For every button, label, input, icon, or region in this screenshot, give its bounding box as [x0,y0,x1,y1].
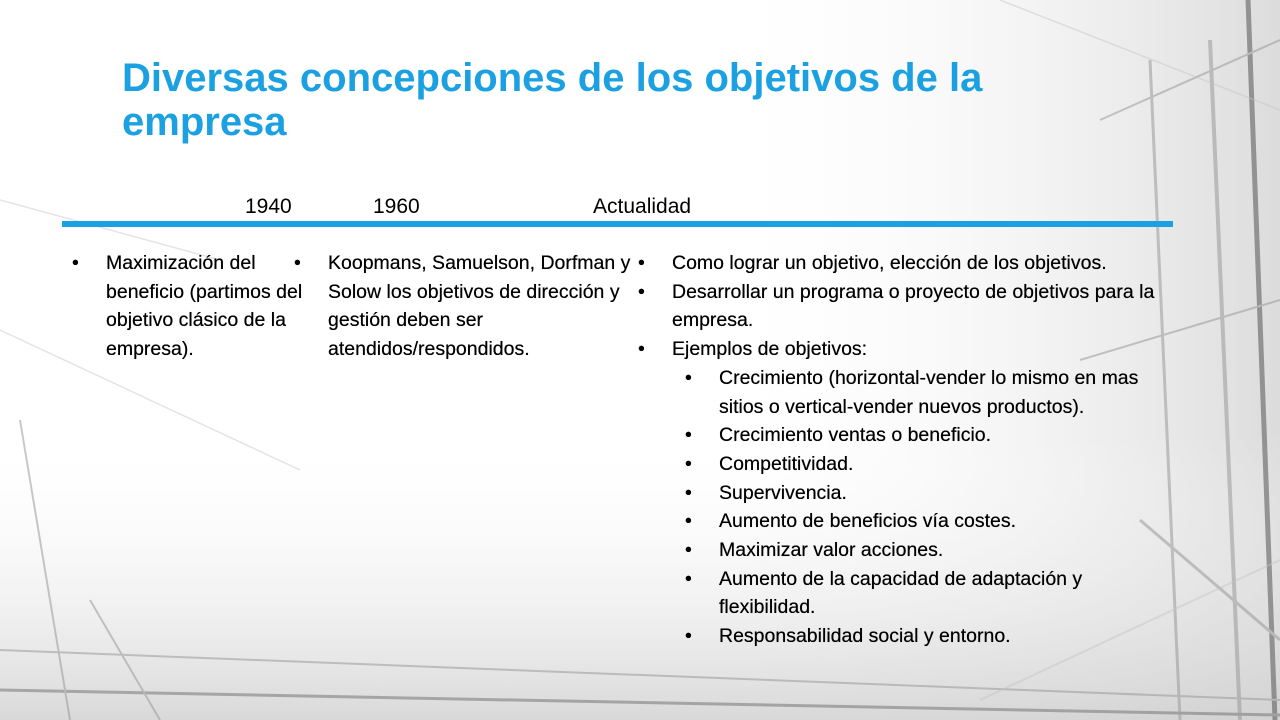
bullet-icon: • [685,424,692,447]
sub-list-item-text: Maximizar valor acciones. [719,539,944,562]
bullet-icon: • [685,481,692,504]
sub-list-item-text: Competitividad. [719,452,854,475]
sub-list-item-text: Aumento de beneficios vía costes. [719,510,1017,533]
list-item [72,249,317,364]
bullet-list [294,249,644,364]
bullet-icon: • [685,567,692,590]
column-actualidad [638,249,1163,651]
bullet-icon: • [638,338,645,361]
sub-list-item-text: Crecimiento ventas o beneficio. [719,424,992,447]
list-item-text: Desarrollar un programa o proyecto de objetivos para la empresa. [672,280,1155,332]
list-item [638,278,1163,335]
list-item-text: Koopmans, Samuelson, Dorfman y Solow los objetivos de dirección y gestión deben ser atendidos/respondidos. [328,252,631,361]
bullet-icon: • [294,252,301,274]
list-item-text: Como lograr un objetivo, elección de los objetivos. [672,252,1107,274]
bullet-icon: • [685,452,692,475]
bullet-icon: • [685,366,692,389]
column-1940 [72,249,317,364]
column-1960 [294,249,644,364]
bullet-icon: • [685,625,692,648]
bullet-list [638,249,1163,364]
bullet-list [72,249,317,364]
sub-list-item [685,364,1163,421]
sub-list-item-text: Supervivencia. [719,481,847,504]
sub-list-item-text: Responsabilidad social y entorno. [719,625,1011,648]
bullet-icon: • [638,252,645,274]
list-item-text: Maximización del beneficio (partimos del objetivo clásico de la empresa). [106,252,303,361]
bullet-icon: • [638,280,645,303]
sub-list-item [685,450,1163,479]
slide-title: Diversas concepciones de los objetivos de la empresa [122,56,983,144]
bullet-icon: • [72,252,79,274]
timeline-year-1960: 1960 [373,195,420,218]
timeline-year-1940: 1940 [245,195,292,218]
bullet-icon: • [685,510,692,533]
timeline-bar [62,221,1173,227]
list-item [638,335,1163,364]
list-item [638,249,1163,278]
sub-list-item-text: Crecimiento (horizontal-vender lo mismo en mas sitios o vertical-vender nuevos productos). [719,366,1139,418]
sub-list-item [685,421,1163,450]
bullet-icon: • [685,539,692,562]
list-item-text: Ejemplos de objetivos: [672,338,868,361]
list-item [294,249,644,364]
sub-list-item [685,622,1163,651]
timeline-year-actualidad: Actualidad [593,195,692,218]
sub-bullet-list [638,364,1163,651]
sub-list-item [685,536,1163,565]
sub-list-item [685,565,1163,622]
sub-list-item [685,479,1163,508]
sub-list-item-text: Aumento de la capacidad de adaptación y flexibilidad. [719,567,1083,619]
sub-list-item [685,507,1163,536]
